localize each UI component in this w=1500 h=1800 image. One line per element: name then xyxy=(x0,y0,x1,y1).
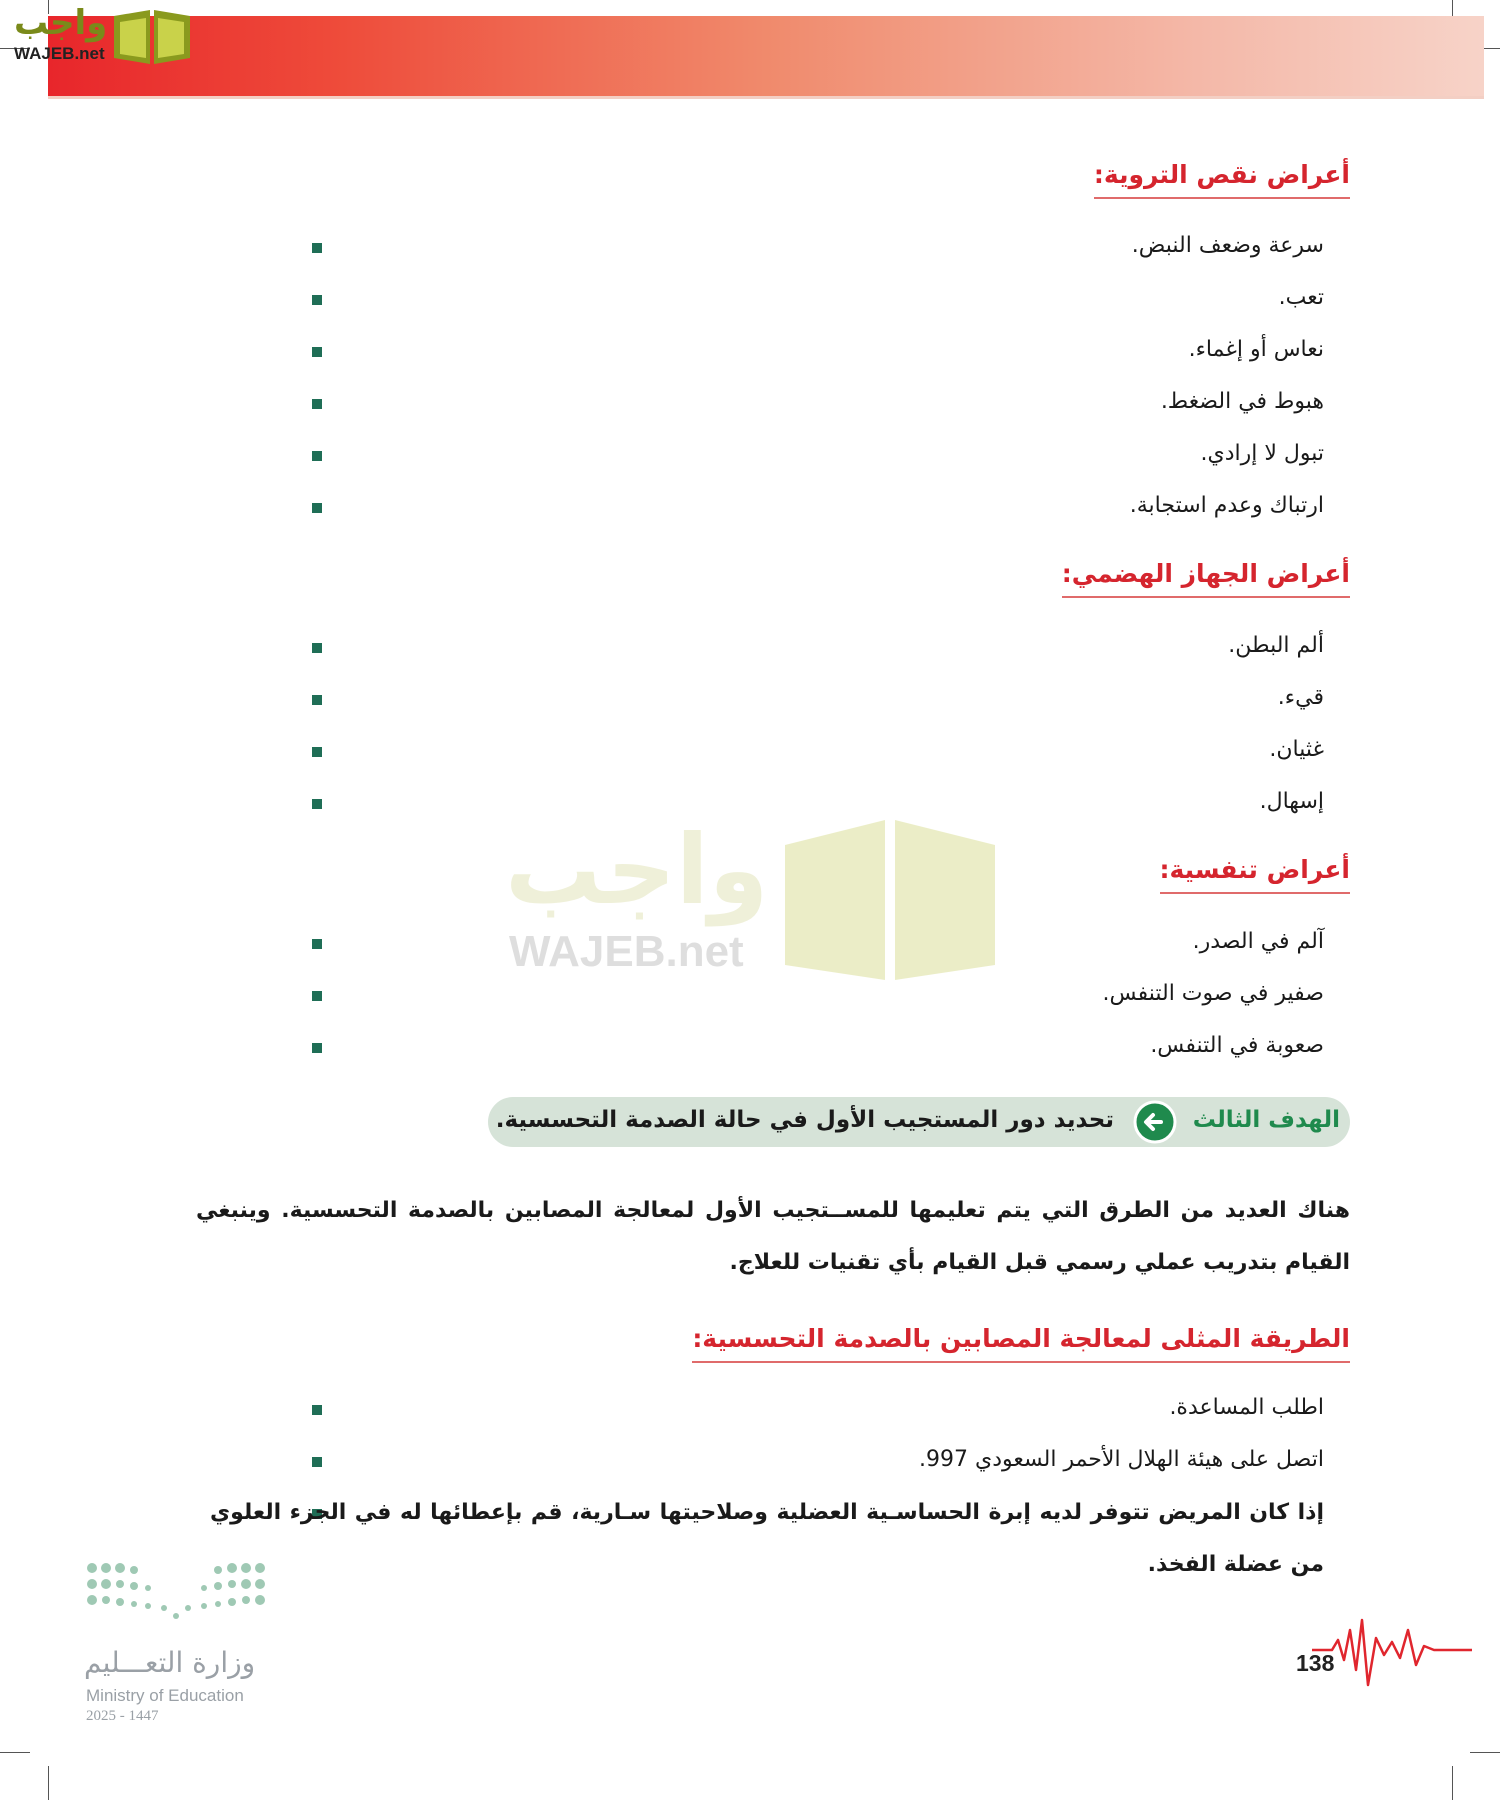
bullet-icon xyxy=(312,695,322,705)
list-item: قيء. xyxy=(1277,685,1324,710)
list-item: ارتباك وعدم استجابة. xyxy=(1129,493,1324,518)
bullet-icon xyxy=(312,643,322,653)
bullet-icon xyxy=(312,747,322,757)
bullet-icon xyxy=(312,939,322,949)
bullet-icon xyxy=(312,991,322,1001)
bullet-icon xyxy=(312,1405,322,1415)
ministry-logo xyxy=(84,1560,284,1724)
list-item: سرعة وضعف النبض. xyxy=(1131,233,1324,258)
section-heading-respiratory: أعراض تنفسية: xyxy=(1160,855,1351,894)
bullet-icon xyxy=(312,1457,322,1467)
list-item: آلم في الصدر. xyxy=(1192,929,1324,954)
bullet-icon xyxy=(312,451,322,461)
list-item: اطلب المساعدة. xyxy=(1169,1395,1324,1420)
list-item: تعب. xyxy=(1278,285,1324,310)
list-item: هبوط في الضغط. xyxy=(1160,389,1324,414)
header-divider xyxy=(48,96,1484,99)
list-item: اتصل على هيئة الهلال الأحمر السعودي 997. xyxy=(919,1447,1324,1472)
bullet-icon xyxy=(312,243,322,253)
watermark-arabic: واجب xyxy=(505,814,769,926)
bullet-icon xyxy=(312,799,322,809)
list-item: إسهال. xyxy=(1259,789,1324,814)
list-item: صفير في صوت التنفس. xyxy=(1102,981,1324,1006)
goal-label: الهدف الثالث xyxy=(1192,1107,1340,1133)
crop-mark xyxy=(1452,1766,1453,1800)
ministry-dots-icon xyxy=(84,1560,268,1630)
ministry-year: 2025 - 1447 xyxy=(86,1708,159,1724)
list-item: صعوبة في التنفس. xyxy=(1150,1033,1324,1058)
list-item: تبول لا إرادي. xyxy=(1200,441,1324,466)
bullet-icon xyxy=(312,503,322,513)
crop-mark xyxy=(1470,1752,1500,1753)
bullet-icon xyxy=(312,1043,322,1053)
ministry-name-arabic: وزارة التعـــليم xyxy=(84,1646,256,1679)
goal-title: تحديد دور المستجيب الأول في حالة الصدمة التحسسية. xyxy=(495,1107,1114,1133)
page-number: 138 xyxy=(1296,1650,1335,1676)
list-item: إذا كان المريض تتوفر لديه إبرة الحساسـية العضلية وصلاحيتها سـارية، قم بإعطائها له في الجزء العلوي من عضلة الفخذ. xyxy=(210,1500,1324,1577)
arrow-left-icon xyxy=(1133,1100,1177,1144)
watermark-english: WAJEB.net xyxy=(509,927,744,976)
wajeb-logo[interactable] xyxy=(10,4,190,68)
list-item: غثيان. xyxy=(1269,737,1324,762)
section-heading-digestive: أعراض الجهاز الهضمي: xyxy=(1062,559,1350,598)
watermark-book-icon xyxy=(775,815,1005,985)
bullet-icon xyxy=(312,399,322,409)
bullet-icon xyxy=(312,295,322,305)
crop-mark xyxy=(0,1752,30,1753)
bullet-icon xyxy=(312,347,322,357)
section-heading-ischemia: أعراض نقص التروية: xyxy=(1094,160,1350,199)
logo-english-text: WAJEB.net xyxy=(14,44,105,63)
ministry-name-english: Ministry of Education xyxy=(86,1686,244,1705)
intro-paragraph: هناك العديد من الطرق التي يتم تعليمها للمســتجيب الأول لمعالجة المصابين بالصدمة التحسسية. وينبغي القيام بتدريب عملي رسمي قبل القيام بأي تقنيات للعلاج. xyxy=(196,1198,1350,1275)
logo-arabic-text: واجب xyxy=(14,3,108,43)
list-item: نعاس أو إغماء. xyxy=(1188,337,1324,362)
book-icon xyxy=(110,6,194,68)
watermark xyxy=(505,815,1005,995)
heartbeat-icon xyxy=(1312,1610,1472,1690)
header-band xyxy=(48,16,1484,96)
crop-mark xyxy=(48,1766,49,1800)
list-item: ألم البطن. xyxy=(1228,633,1324,658)
section-heading-treatment: الطريقة المثلى لمعالجة المصابين بالصدمة التحسسية: xyxy=(692,1324,1350,1363)
